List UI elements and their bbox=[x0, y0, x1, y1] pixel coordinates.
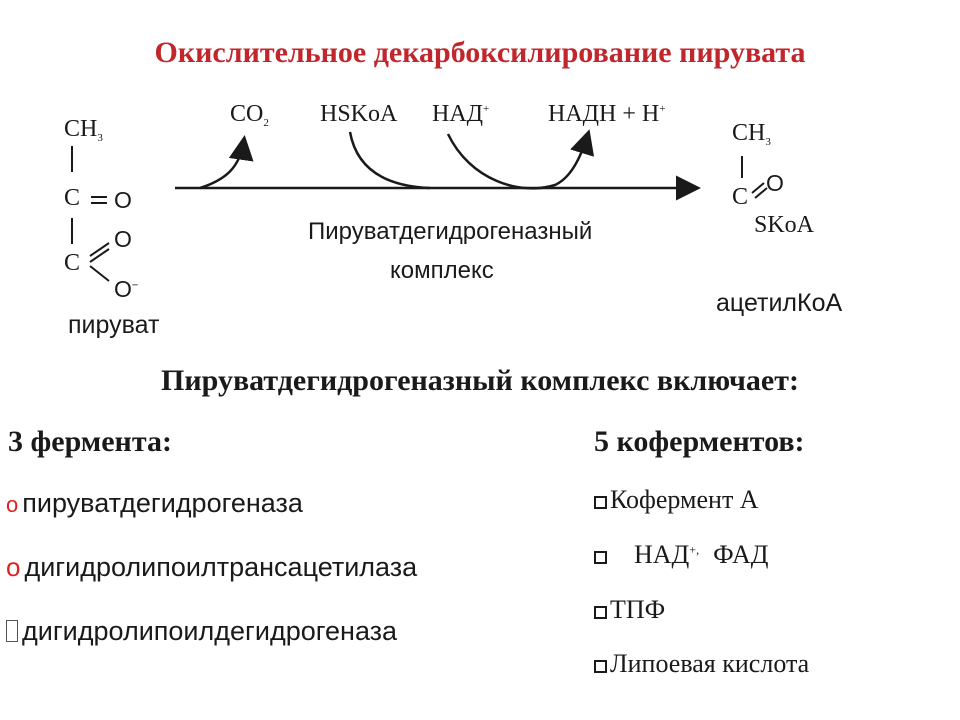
hskoa-entry-curve bbox=[350, 132, 430, 188]
pyruvate-c2: C bbox=[64, 250, 81, 276]
pyruvate-ch3: $CH_3$ bbox=[64, 116, 103, 144]
pyruvate-bond-o-minus bbox=[90, 266, 109, 281]
pyruvate-o-double: O bbox=[114, 187, 132, 213]
pyruvate-bond-o-top-b bbox=[90, 249, 109, 262]
circle-bullet-icon: o bbox=[6, 492, 19, 517]
hskoa-label: HSKoA bbox=[320, 101, 398, 127]
coenzyme-item-2: НАД+, ФАД bbox=[594, 540, 769, 570]
pyruvate-o-minus: O− bbox=[114, 276, 139, 302]
acetylcoa-ch3: $CH_3$ bbox=[732, 120, 771, 148]
nad-reduction-arrow bbox=[448, 134, 588, 188]
checkbox-bullet-icon bbox=[594, 606, 607, 619]
acetylcoa-skoa: SKoA bbox=[754, 212, 815, 238]
coenzyme-item-1: Кофермент А bbox=[594, 485, 759, 515]
pyruvate-bond-o-top bbox=[90, 243, 109, 256]
pyruvate-c1: C bbox=[64, 185, 81, 211]
coenzymes-heading: 5 коферментов: bbox=[594, 425, 805, 458]
acetylcoa-o: O bbox=[766, 170, 784, 196]
co2-label: $CO_2$ bbox=[230, 101, 269, 129]
enzyme-item-1: o пируватдегидрогеназа bbox=[6, 488, 303, 518]
complex-heading: Пируватдегидрогеназный комплекс включает: bbox=[161, 364, 799, 397]
missing-glyph-bullet-icon bbox=[6, 620, 18, 642]
nad-label: НАД+ bbox=[432, 101, 490, 127]
enzyme-complex-line1: Пируватдегидрогеназный bbox=[308, 218, 593, 245]
enzyme-item-2: o дигидролипоилтрансацетилаза bbox=[6, 552, 418, 582]
checkbox-bullet-icon bbox=[594, 496, 607, 509]
slide-title: Окислительное декарбоксилирование пирувата bbox=[154, 36, 806, 69]
enzyme-item-3: дигидролипоилдегидрогеназа bbox=[6, 616, 397, 647]
coenzyme-item-4: Липоевая кислота bbox=[594, 649, 809, 679]
checkbox-bullet-icon bbox=[594, 660, 607, 673]
pyruvate-label: пируват bbox=[68, 311, 160, 339]
nadh-label: НАДН + Н+ bbox=[548, 101, 666, 127]
co2-release-arrow bbox=[200, 140, 244, 188]
acetylcoa-c: C bbox=[732, 184, 749, 210]
enzymes-heading: 3 фермента: bbox=[8, 425, 172, 458]
pyruvate-o-top: O bbox=[114, 226, 132, 252]
circle-bullet-icon: o bbox=[6, 552, 21, 582]
coenzyme-item-3: ТПФ bbox=[594, 595, 665, 625]
checkbox-bullet-icon bbox=[594, 551, 607, 564]
enzyme-complex-line2: комплекс bbox=[390, 257, 494, 284]
acetylcoa-label: ацетилКоА bbox=[716, 289, 843, 317]
